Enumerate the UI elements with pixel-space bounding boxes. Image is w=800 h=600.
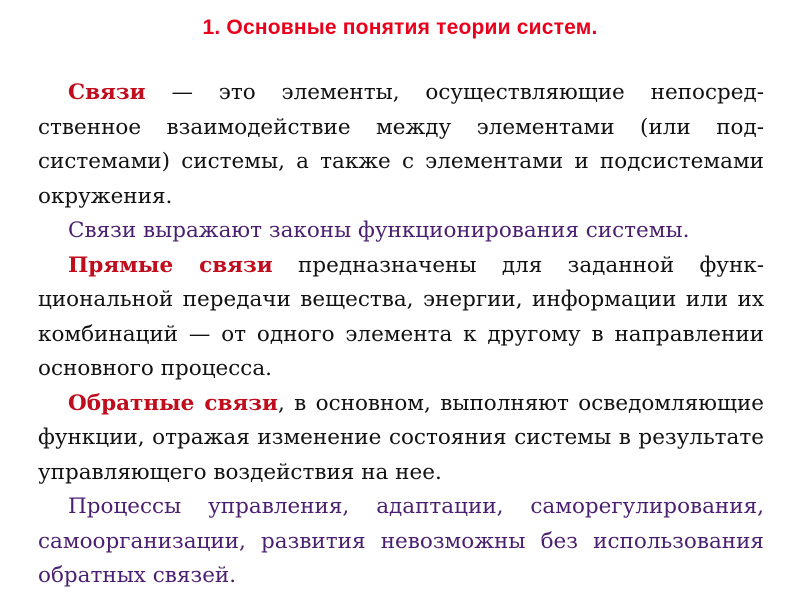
paragraph-links-laws [38,214,764,249]
paragraph-direct-links [38,249,764,387]
term-links: Связи [68,80,146,105]
paragraph-text: предназначены для заданной функциональной передачи вещества, энергии, информации или их комбинаций — от одного элемента к другому в направлении основного процесса. [38,252,764,381]
paragraph-text: — это элементы, осуществляющие непосредственное взаимодействие между элементами (или подсистемами) системы, а также с элементами и подсистемами окружения. [38,80,764,209]
paragraph-feedback-links [38,387,764,491]
slide-title: 1. Основные понятия теории систем. [202,16,598,39]
paragraph-links-definition [38,76,764,214]
paragraph-text: , в основном, выполняют осведомляющие функции, отражая изменение состояния системы в результате управляющего воздействия на нее. [38,390,765,485]
term-feedback-links: Обратные связи [68,390,278,416]
paragraph-control-processes [38,490,764,594]
slide-body [38,76,764,594]
paragraph-text: Процессы управления, адаптации, саморегулирования, самоорганизации, развития невозможны без использования обратных связей. [38,494,764,588]
paragraph-text: Связи выражают законы функционирования системы. [68,218,690,243]
term-direct-links: Прямые связи [68,252,273,278]
